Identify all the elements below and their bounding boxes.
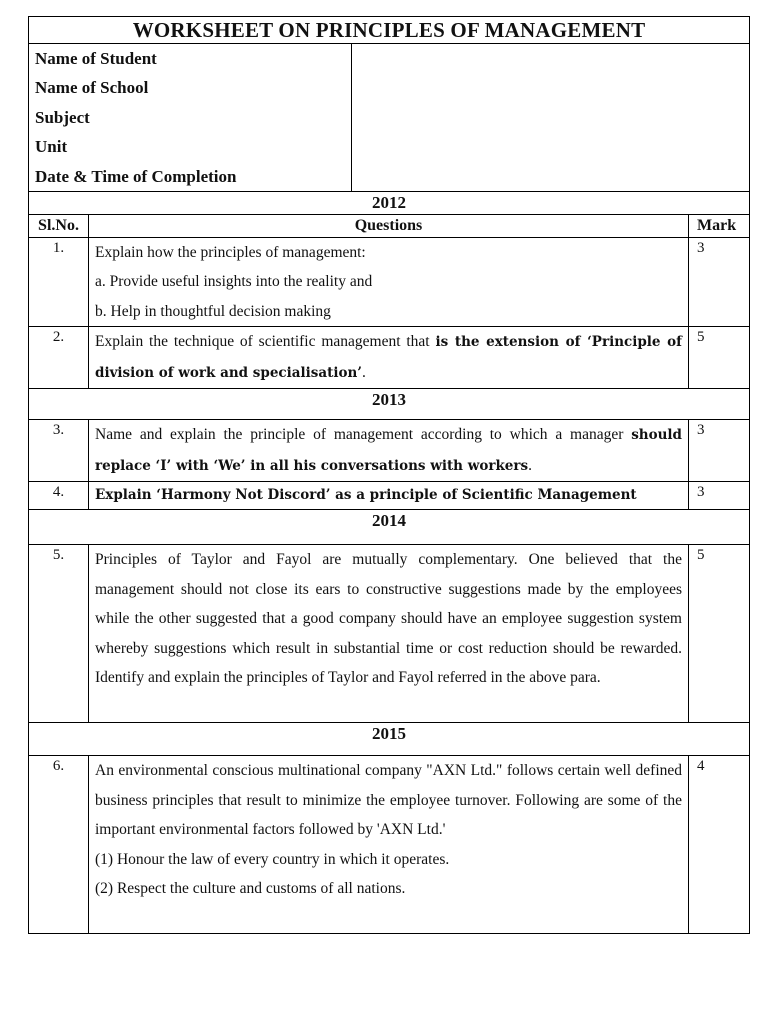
question-number: 4. [29,482,89,510]
question-row [29,327,750,389]
question-plain-text: Explain the technique of scientific management that [95,333,436,351]
student-info-block [29,44,750,192]
question-end: . [362,363,366,381]
year-heading: 2013 [29,389,750,420]
year-heading: 2014 [29,510,750,545]
question-number: 3. [29,420,89,482]
year-row-2013 [29,389,750,420]
table-header-row [29,214,750,237]
question-bold-text: Explain ‘Harmony Not Discord’ as a principle of Scientific Management [95,487,637,504]
question-line: b. Help in thoughtful decision making [95,302,331,320]
question-mark: 3 [689,237,750,327]
question-number: 6. [29,756,89,934]
student-info-labels [29,44,352,192]
question-plain-text: Name and explain the principle of management according to which a manager [95,426,632,444]
question-mark: 5 [689,545,750,723]
year-row-2012 [29,191,750,214]
question-end: . [528,456,532,474]
field-name-of-school: Name of School [35,78,149,98]
question-text [89,756,689,934]
question-text [89,482,689,510]
question-number: 5. [29,545,89,723]
question-mark: 4 [689,756,750,934]
question-number: 1. [29,237,89,327]
question-row [29,420,750,482]
field-subject: Subject [35,107,90,127]
worksheet-title: WORKSHEET ON PRINCIPLES OF MANAGEMENT [29,17,750,44]
field-date-time: Date & Time of Completion [35,166,237,186]
question-text [89,327,689,389]
field-unit: Unit [35,137,68,157]
question-row [29,545,750,723]
header-sl-no: Sl.No. [29,214,89,237]
year-row-2014 [29,510,750,545]
question-row [29,482,750,510]
question-text [89,420,689,482]
worksheet [28,16,749,934]
question-mark: 3 [689,482,750,510]
question-number: 2. [29,327,89,389]
question-row [29,237,750,327]
question-line: (1) Honour the law of every country in which it operates. [95,850,450,868]
question-bold-text: should replace ‘I’ with ‘We’ in all his conversations with workers [95,427,682,474]
question-bold-text: is the extension of ‘Principle of division of work and specialisation’ [95,334,682,381]
question-line: (2) Respect the culture and customs of all nations. [95,880,406,898]
field-name-of-student: Name of Student [35,49,157,68]
year-row-2015 [29,723,750,756]
question-text [89,237,689,327]
question-paragraph: An environmental conscious multinational company "AXN Ltd." follows certain well defined business principles that result to minimize the employee turnover. Following are some of the important environmental factors followed by 'AXN Ltd.' [95,762,682,839]
header-questions: Questions [89,214,689,237]
worksheet-table [28,16,750,934]
year-heading: 2012 [29,191,750,214]
question-mark: 5 [689,327,750,389]
question-line: Explain how the principles of management: [95,243,366,261]
year-heading: 2015 [29,723,750,756]
question-row [29,756,750,934]
header-mark: Mark [689,214,750,237]
question-mark: 3 [689,420,750,482]
question-text: Principles of Taylor and Fayol are mutually complementary. One believed that the management should not close its ears to constructive suggestions made by the employees while the other suggested that a good company should have an employee suggestion system whereby suggestions which result in substantial time or cost reduction should be rewarded. Identify and explain the principles of Taylor and Fayol referred in the above para. [89,545,689,723]
question-line: a. Provide useful insights into the reality and [95,273,373,291]
student-info-blank[interactable] [352,44,750,192]
